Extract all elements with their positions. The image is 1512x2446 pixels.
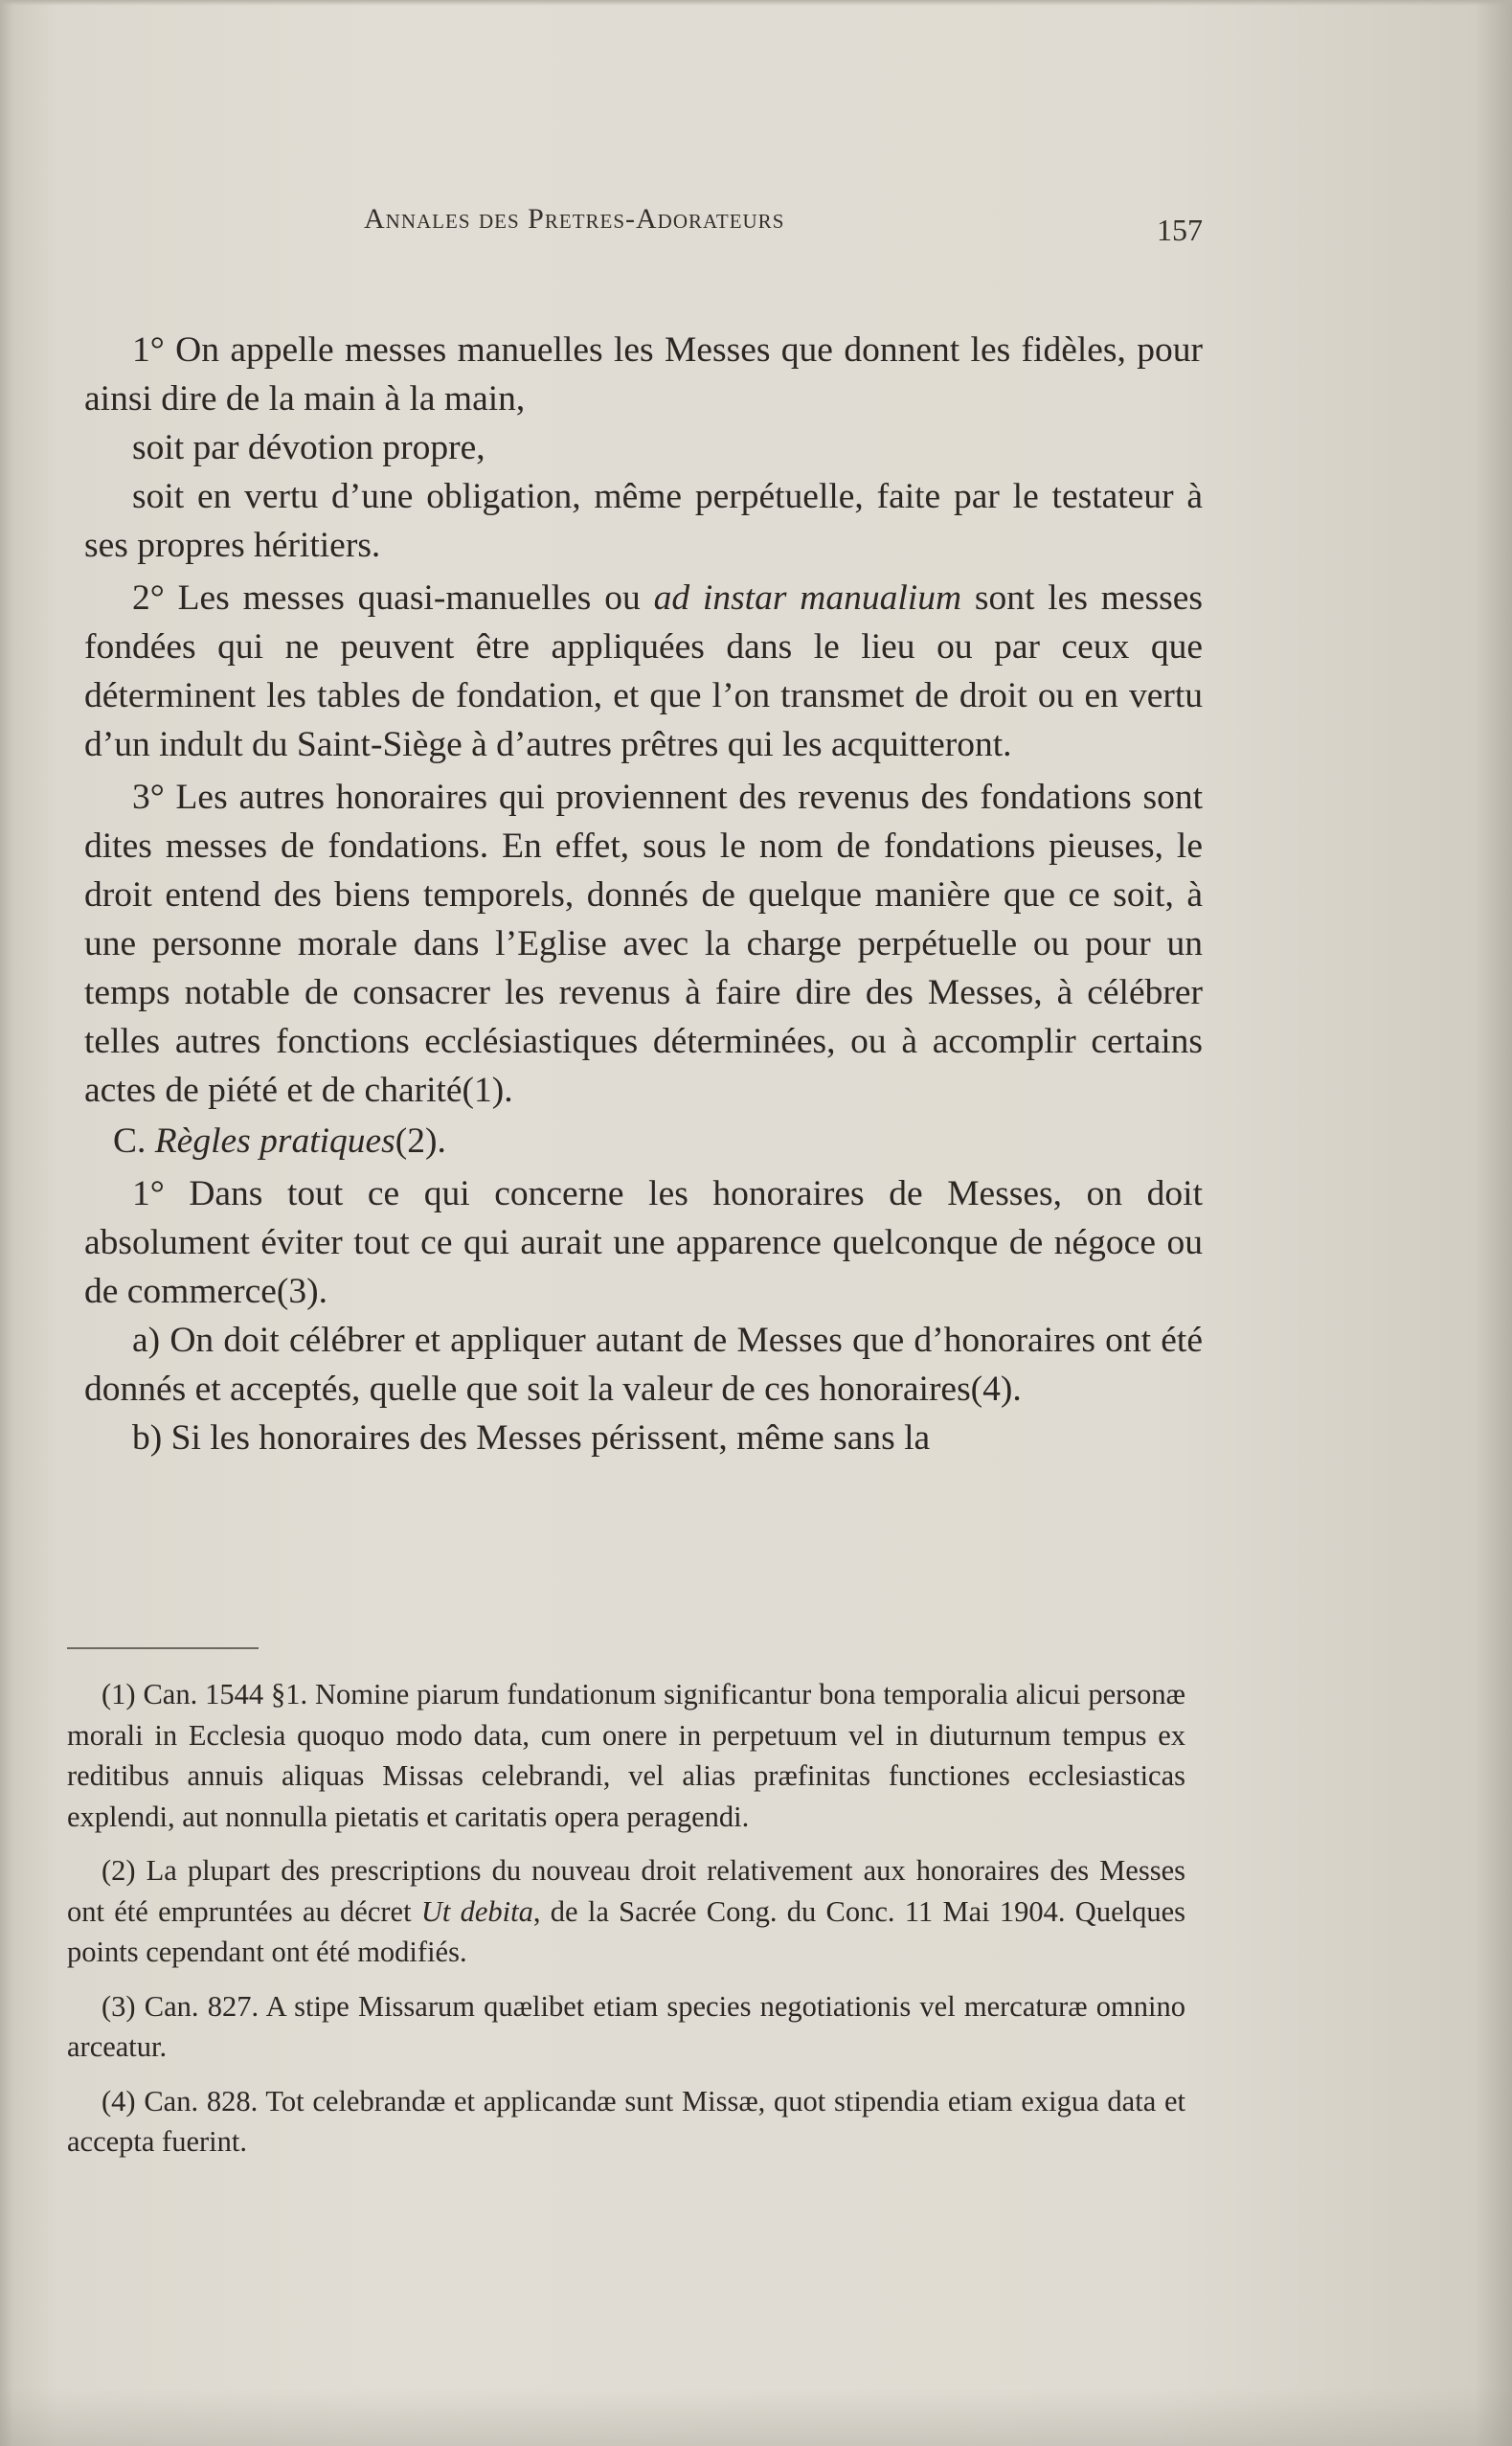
paragraph-4: 1° Dans tout ce qui concerne les honoraires de Messes, on doit absolument éviter tout ce qui aurait une apparence quelconque de négoce ou de commerce(3). [84,1174,1203,1311]
footnote-4: (4) Can. 828. Tot celebrandæ et applicandæ sunt Missæ, quot stipendia etiam exigua data et accepta fuerint. [67,2084,1185,2158]
heading-c-italic: Règles pratiques [154,1121,395,1161]
footnote-3: (3) Can. 827. A stipe Missarum quælibet etiam species negotiationis vel mercaturæ omnino arceatur. [67,1989,1185,2063]
paragraph-2-italic: ad instar manualium [653,578,962,618]
heading-c-label: C. [113,1121,155,1161]
paragraph-3: 3° Les autres honoraires qui proviennent des revenus des fondations sont dites messes de fondations. En effet, sous le nom de fondations pieuses, le droit entend des biens temporels, donnés de quelque manière que ce soit, à une personne morale dans l’Eglise avec la charge perpétuelle ou pour un temps notable de consacrer les revenus à faire dire des Messes, à célébrer telles autres fonctions ecclésiastiques déterminées, ou à accomplir certains actes de piété et de charité(1). [84,778,1203,1110]
footnotes [67,1674,1185,2176]
paragraph-1a: soit par dévotion propre, [132,428,485,467]
paragraph-5: a) On doit célébrer et appliquer autant de Messes que d’honoraires ont été donnés et acceptés, quelle que soit la valeur de ces honoraires(4). [84,1321,1203,1409]
footnote-2-end: , de la Sacrée Cong. du Conc. 11 Mai 1904. Quelques points cependant ont été modifiés. [67,1894,1185,1968]
section-heading-c [84,1117,1203,1166]
running-title: Annales des Pretres-Adorateurs [364,203,785,235]
footnote-2 [67,1850,1185,1973]
footnote-2-start: (2) La plupart des prescriptions du nouveau droit relativement aux honoraires des Messes ont été empruntées au décret [67,1854,1185,1928]
paragraph-6: b) Si les honoraires des Messes périssent, même sans la [132,1418,931,1458]
footnote-1: (1) Can. 1544 §1. Nomine piarum fundationum significantur bona temporalia alicui personæ morali in Ecclesia quoquo modo data, cum onere in perpetuum vel in diuturnum tempus ex reditibus annuis aliquas Missas celebrandi, vel alias præfinitas functiones ecclesiasticas explendi, aut nonnulla pietatis et caritatis opera peragendi. [67,1678,1185,1833]
paragraph-2-end: sont les messes fondées qui ne peuvent être appliquées dans le lieu ou par ceux que déterminent les tables de fondation, et que l’on transmet de droit ou en vertu d’un indult du Saint-Siège à d’autres prêtres qui les acquitteront. [84,578,1203,764]
footnote-rule [67,1647,259,1649]
paragraph-2-start: 2° Les messes quasi-manuelles ou [132,578,654,618]
paragraph-1: 1° On appelle messes manuelles les Messes que donnent les fidèles, pour ainsi dire de la main à la main, [84,330,1203,419]
paragraph-2 [84,574,1203,769]
paragraph-1b: soit en vertu d’une obligation, même perpétuelle, faite par le testateur à ses propres héritiers. [84,477,1203,565]
main-text [84,326,1203,1462]
heading-c-ref: (2). [395,1121,446,1161]
page-number: 157 [1157,213,1203,247]
footnote-2-italic: Ut debita [420,1894,533,1928]
